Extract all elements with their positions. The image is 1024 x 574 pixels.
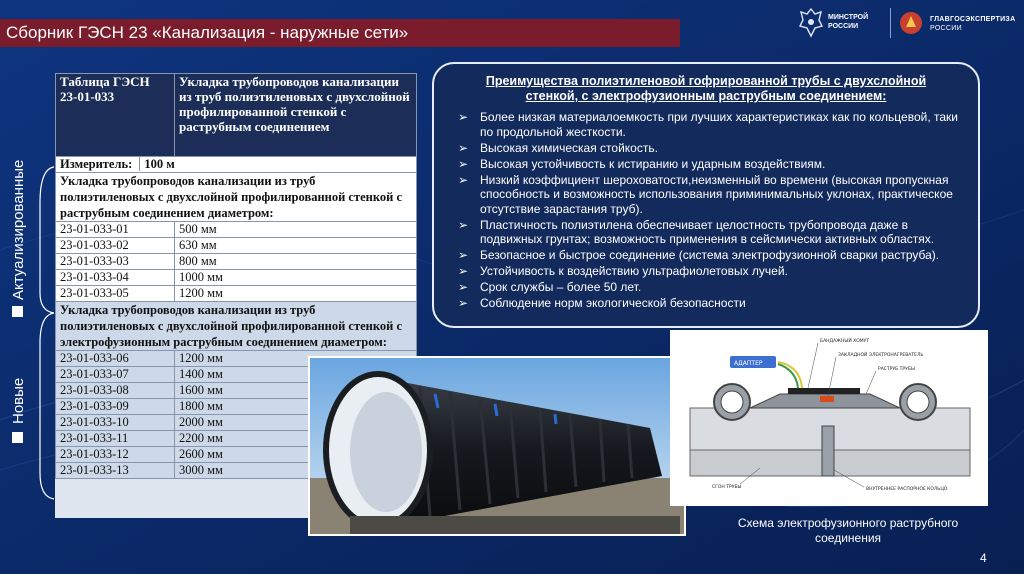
list-item [458,280,968,295]
list-item [458,110,968,139]
pipe-photo [308,356,686,536]
size-cell: 800 мм [175,254,417,270]
measure-row [56,157,417,173]
gge-logo-text [930,15,1015,33]
advantage-text: Соблюдение норм экологической безопасности [480,296,746,310]
list-item [458,173,968,217]
arrow-bullet-icon: ➢ [458,110,469,124]
minstroy-line1: МИНСТРОЙ [828,14,869,21]
measure-cell [56,157,417,173]
advantage-text: Устойчивость к воздействию ультрафиолетовых лучей. [480,264,788,278]
size-cell: 630 мм [175,238,417,254]
page-title: Сборник ГЭСН 23 «Канализация - наружные сети» [6,23,409,42]
list-item [458,296,968,311]
advantage-text: Высокая химическая стойкость. [480,140,658,155]
list-item [458,248,968,263]
pipe-photo-illustration [310,358,684,534]
size-cell: 500 мм [175,222,417,238]
code-cell: 23-01-033-08 [56,383,175,399]
advantage-text: Безопасное и быстрое соединение (система электрофузионной сварки раструба). [480,248,940,262]
list-item [458,218,968,247]
size-cell: 3000 мм [175,463,417,479]
size-cell: 2600 мм [175,447,417,463]
code-cell: 23-01-033-01 [56,222,175,238]
advantage-text: Пластичность полиэтилена обеспечивает целостность трубопровода даже в подвижных грунтах; возможность применения в сейсмически активных областях. [480,217,935,246]
size-cell: 1800 мм [175,399,417,415]
minstroy-line2: РОССИИ [828,23,859,30]
diagram-caption: Схема электрофузионного раструбного соединения [737,516,959,545]
table-title-cell: Укладка трубопроводов канализации из труб полиэтиленовых с двухслойной профилированной стенкой с раструбным соединением [175,74,417,157]
table-row [56,238,417,254]
table-row [56,286,417,302]
advantage-text: Низкий коэффициент шероховатости,неизменный во времени (высокая пропускная способность и возможность использования приминимальных уклонах, практическое отсутствие зарастания труб). [480,172,953,216]
arrow-bullet-icon: ➢ [458,296,469,310]
table-row [56,222,417,238]
connection-diagram [670,330,988,506]
title-bar [0,19,680,47]
code-cell: 23-01-033-03 [56,254,175,270]
code-cell: 23-01-033-09 [56,399,175,415]
gge-line1: ГЛАВГОСЭКСПЕРТИЗА [930,16,1016,23]
size-cell: 1600 мм [175,383,417,399]
group1-title-row [56,173,417,222]
arrow-bullet-icon: ➢ [458,172,469,187]
band-clamp-label: БАНДАЖНЫЙ ХОМУТ [820,339,870,344]
table-number-cell: Таблица ГЭСН 23-01-033 [56,74,175,157]
arrow-bullet-icon: ➢ [458,217,469,232]
eagle-emblem-icon [798,6,824,38]
size-cell: 1200 мм [175,286,417,302]
code-cell: 23-01-033-02 [56,238,175,254]
table-row [56,270,417,286]
logo-divider [890,8,891,38]
table-row [56,254,417,270]
advantage-text: Срок службы – более 50 лет. [480,280,642,294]
advantage-text: Высокая устойчивость к истиранию и ударным воздействиям. [480,156,826,171]
list-item [458,264,968,279]
size-cell: 1200 мм [175,351,417,367]
gge-line2: РОССИИ [930,25,962,32]
arrow-bullet-icon: ➢ [458,248,469,262]
size-cell: 1400 мм [175,367,417,383]
table-header-row [56,74,417,157]
advantages-list [458,110,968,312]
advantages-panel [432,62,980,328]
arrow-bullet-icon: ➢ [458,156,469,171]
code-cell: 23-01-033-10 [56,415,175,431]
new-square-icon [12,432,23,443]
advantage-text: Более низкая материалоемкость при лучших характеристиках как по кольцевой, таки по продольной жесткости. [480,110,958,139]
minstroy-logo-text [828,13,868,31]
group2-title: Укладка трубопроводов канализации из труб полиэтиленовых с двухслойной профилированной стенкой с электрофузионным раструбным соединением диаметром: [56,302,417,351]
arrow-bullet-icon: ➢ [458,264,469,278]
code-cell: 23-01-033-07 [56,367,175,383]
arrow-bullet-icon: ➢ [458,140,469,155]
ring-label: ВНУТРЕННЕЕ РАСПОРНОЕ КОЛЬЦО [866,487,948,492]
updated-square-icon [12,306,23,317]
connection-diagram-drawing [670,330,988,506]
list-item [458,157,968,172]
socket-label: РАСТРУБ ТРУБЫ [878,367,915,372]
list-item [458,141,968,156]
measure-label: Измеритель: [60,157,133,171]
code-cell: 23-01-033-12 [56,447,175,463]
page-number: 4 [980,551,987,565]
size-cell: 2200 мм [175,431,417,447]
code-cell: 23-01-033-11 [56,431,175,447]
measure-value: 100 м [139,157,174,171]
arrow-bullet-icon: ➢ [458,280,469,294]
updated-label: Актуализированные [10,159,27,300]
spigot-label: СГОН ТРУБЫ [712,485,742,490]
heater-label: ЗАКЛАДНОЙ ЭЛЕКТРОНАГРЕВАТЕЛЬ [838,353,924,358]
code-cell: 23-01-033-04 [56,270,175,286]
size-cell: 2000 мм [175,415,417,431]
group1-title: Укладка трубопроводов канализации из труб полиэтиленовых с двухслойной профилированной стенкой с раструбным соединением диаметром: [56,173,417,222]
code-cell: 23-01-033-06 [56,351,175,367]
group2-title-row [56,302,417,351]
code-cell: 23-01-033-05 [56,286,175,302]
gge-emblem-icon [898,9,924,37]
code-cell: 23-01-033-13 [56,463,175,479]
logos [798,6,1016,42]
size-cell: 1000 мм [175,270,417,286]
new-label: Новые [10,377,27,424]
adapter-label: АДАПТЕР [734,360,763,367]
bracket-lines [30,163,56,503]
advantages-title: Преимущества полиэтиленовой гофрированной трубы с двухслойной стенкой, с электрофузионным раструбным соединением: [485,74,927,103]
